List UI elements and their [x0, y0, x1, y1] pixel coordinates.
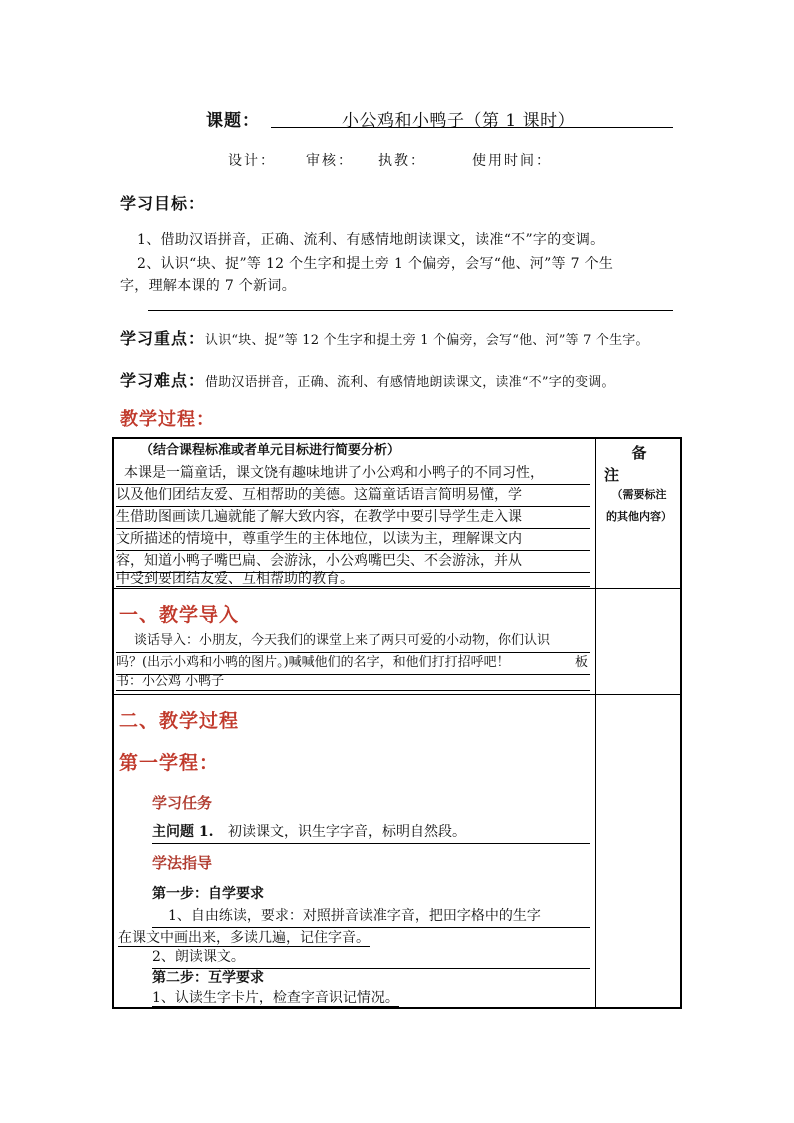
page-title: 小公鸡和小鸭子（第 1 课时） — [342, 111, 576, 131]
intro-line-3: 书：小公鸡 小鸭子 — [116, 674, 590, 691]
key-points-text: 认识“块、捉”等 12 个生字和提土旁 1 个偏旁，会写“他、河”等 7 个生字。 — [205, 333, 649, 348]
step2-item-1-text: 1、认读生字卡片，检查字音识记情况。 — [152, 990, 399, 1006]
table-column-divider — [595, 437, 596, 1009]
difficulties-heading: 学习难点： — [120, 371, 206, 390]
step2-item-1 — [152, 987, 399, 1009]
objective-1: 1、借助汉语拼音，正确、流利、有感情地朗读课文，读准“不”字的变调。 — [137, 232, 605, 248]
intro-line-2-text: 吗？(出示小鸡和小鸭的图片。)喊喊他们的名字，和他们打打招呼吧！ — [116, 655, 510, 670]
objectives-heading: 学习目标： — [120, 194, 206, 213]
analysis-line-6: 中受到要团结友爱、互相帮助的教育。 — [116, 572, 590, 587]
main-question-row — [152, 821, 590, 844]
main-question-label: 主问题 1. — [152, 824, 214, 840]
step1-line-1-text: 1、自由练读，要求：对照拼音读准字音，把田字格中的生字 — [168, 908, 541, 924]
analysis-line-1-text: 本课是一篇童话，课文饶有趣味地讲了小公鸡和小鸭子的不同习性， — [124, 465, 544, 481]
table-row-divider-1 — [112, 588, 682, 589]
analysis-line-2: 以及他们团结友爱、互相帮助的美德。这篇童话语言简明易懂，学 — [116, 484, 590, 507]
meta-design: 设计： — [228, 153, 276, 169]
analysis-line-4: 文所描述的情境中，尊重学生的主体地位，以读为主，理解课文内 — [116, 528, 590, 551]
main-question-text: 初读课文，识生字字音，标明自然段。 — [227, 824, 466, 840]
meta-time: 使用时间： — [472, 153, 552, 169]
step1-item-2: 2、朗读课文。 — [152, 946, 590, 969]
title-label: 课题： — [206, 111, 260, 131]
step2-heading: 第二步：互学要求 — [152, 970, 264, 986]
key-points-heading: 学习重点： — [120, 329, 206, 348]
difficulties-row — [120, 368, 615, 391]
analysis-line-5: 容，知道小鸭子嘴巴扁、会游泳，小公鸡嘴巴尖、不会游泳，并从 — [116, 550, 590, 573]
objective-2-line1: 2、认识“块、捉”等 12 个生字和提土旁 1 个偏旁，会写“他、河”等 7 个生 — [137, 256, 614, 272]
key-points-row — [120, 326, 649, 349]
remark-subtitle — [600, 484, 678, 528]
step1-heading: 第一步：自学要求 — [152, 886, 264, 902]
process-section-heading: 二、教学过程 — [119, 710, 240, 732]
intro-line-1 — [116, 630, 590, 653]
objective-2-line2: 字，理解本课的 7 个新词。 — [120, 278, 297, 294]
remark-sub-1: （需要标注 — [611, 488, 667, 501]
remark-title — [600, 442, 678, 486]
analysis-line-1 — [116, 462, 590, 485]
meta-teach: 执教： — [378, 153, 426, 169]
intro-line-1-text: 谈话导入：小朋友，今天我们的课堂上来了两只可爱的小动物，你们认识 — [134, 633, 551, 648]
remark-title-1: 备 — [631, 444, 647, 462]
intro-line-2 — [116, 652, 590, 675]
separator-line — [148, 310, 673, 311]
task-heading: 学习任务 — [152, 794, 213, 812]
analysis-line-3: 生借助图画读几遍就能了解大致内容，在教学中要引导学生走入课 — [116, 506, 590, 529]
meta-review: 审核： — [306, 153, 354, 169]
table-row-divider-2 — [112, 694, 682, 695]
method-heading: 学法指导 — [152, 854, 213, 872]
stage-heading: 第一学程： — [119, 752, 220, 774]
analysis-heading: （结合课程标准或者单元目标进行简要分析） — [140, 443, 401, 458]
step1-line-2-text: 在课文中画出来，多读几遍，记住字音。 — [118, 930, 370, 946]
intro-heading: 一、教学导入 — [119, 604, 240, 626]
board-label: 板 — [574, 655, 588, 670]
step1-line-1 — [152, 905, 590, 928]
remark-title-2: 注 — [604, 466, 620, 484]
remark-sub-2: 的其他内容） — [606, 510, 672, 523]
difficulties-text: 借助汉语拼音，正确、流利、有感情地朗读课文，读准“不”字的变调。 — [205, 375, 615, 390]
process-heading: 教学过程： — [120, 409, 215, 430]
